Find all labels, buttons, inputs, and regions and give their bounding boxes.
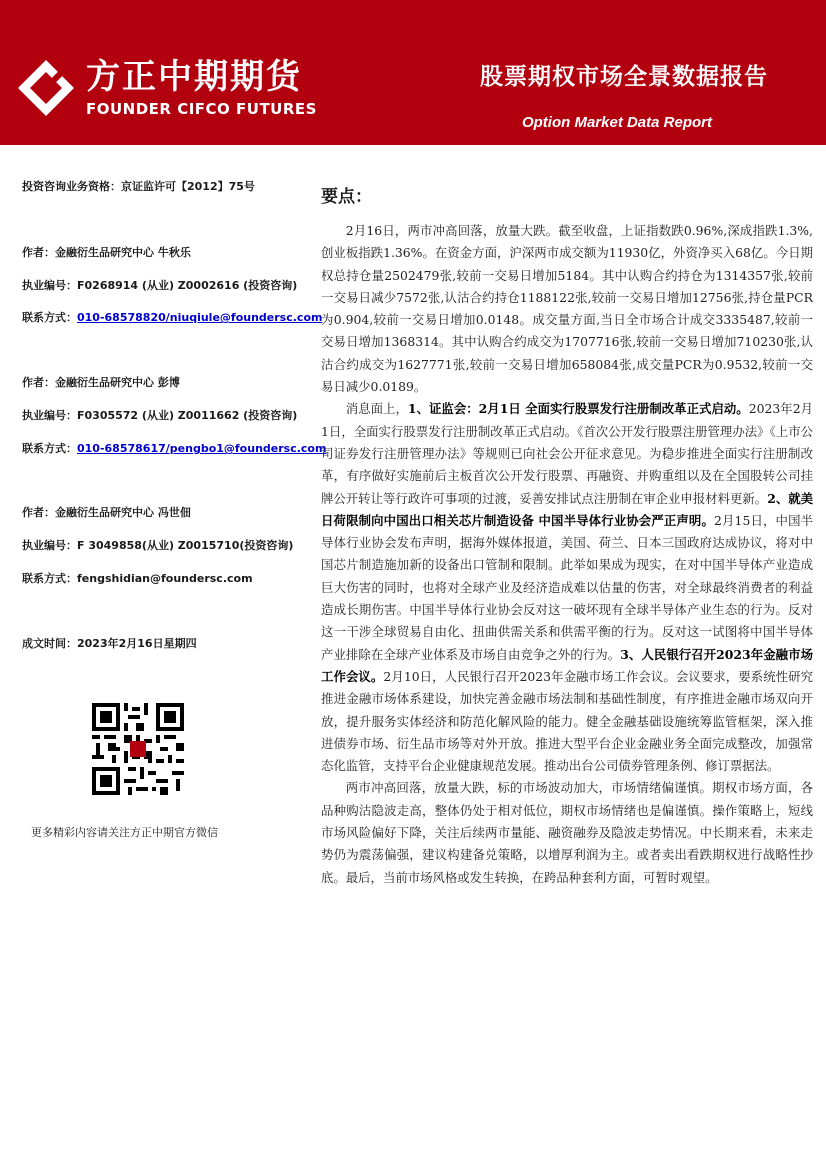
contact-email: fengshidian@foundersc.com: [77, 572, 253, 585]
contact-line: 联系方式：010-68578820/niuqiule@foundersc.com: [22, 311, 323, 324]
qr-code-icon: [92, 703, 184, 795]
contact-line: 联系方式：010-68578617/pengbo1@foundersc.com: [22, 442, 327, 455]
strategy-paragraph: 两市冲高回落，放量大跌，标的市场波动加大，市场情绪偏谨慎。期权市场方面，各品种购沽隐波走高，整体仍处于相对低位，期权市场情绪也是偏谨慎。操作策略上，短线市场风险偏好下降，关注后续两市量能、融资融券及隐波走势情况。中长期来看，未来走势仍为震荡偏强，建议构建备兑策略，以增厚利润为主。或者卖出看跌期权进行战略性抄底。最后，当前市场风格或发生转换，在跨品种套利方面，可暂时观望。: [321, 780, 813, 885]
report-header: [0, 0, 826, 145]
registration-line: 执业编号：F0268914 (从业) Z0002616 (投资咨询): [22, 279, 298, 292]
news-headline: 1、证监会：2月1日 全面实行股票发行注册制改革正式启动。: [407, 401, 749, 417]
author-line: 作者：金融衍生品研究中心 牛秋乐: [22, 246, 191, 259]
founder-logo-icon: [16, 58, 76, 118]
author-line: 作者：金融衍生品研究中心 彭博: [22, 376, 180, 389]
registration-line: 执业编号：F 3049858(从业) Z0015710(投资咨询): [22, 539, 294, 552]
market-summary-paragraph: 2月16日，两市冲高回落，放量大跌。截至收盘，上证指数跌0.96%,深成指跌1.3%,创业板指跌1.36%。在资金方面，沪深两市成交额为11930亿，外资净买入68亿。今日期权总持仓量2502479张,较前一交易日增加5184。其中认购合约持仓为1314357张,较前一交易日减少7572张,认沽合约持仓1188122张,较前一交易日增加12756张,持仓量PCR为0.904,较前一交易日增加0.0148。成交量方面,当日全市场合计成交3335487,较前一交易日增加1368314。其中认购合约成交为1707716张,较前一交易日增加710230张,认沽合约成交为1627771张,较前一交易日增加658084张,成交量PCR为0.9532,较前一交易日减少0.0189。: [321, 223, 813, 395]
news-headline: 2、就美日荷限制向中国出口相关芯片制造设备 中国半导体行业协会严正声明。: [321, 490, 814, 528]
report-date: 成文时间：2023年2月16日星期四: [22, 637, 197, 650]
report-subtitle: Option Market Data Report: [521, 114, 712, 131]
license-line: 投资咨询业务资格：京证监许可【2012】75号: [22, 180, 255, 193]
registration-line: 执业编号：F0305572 (从业) Z0011662 (投资咨询): [22, 409, 298, 422]
company-name-cn: 方正中期期货: [86, 57, 302, 97]
contact-link[interactable]: 010-68578820/niuqiule@foundersc.com: [77, 311, 323, 324]
report-title: 股票期权市场全景数据报告: [480, 64, 768, 90]
key-points-heading: 要点：: [321, 187, 372, 207]
news-headline: 3、人民银行召开2023年金融市场工作会议。: [321, 646, 814, 684]
contact-line: 联系方式：fengshidian@foundersc.com: [22, 572, 253, 585]
contact-link[interactable]: 010-68578617/pengbo1@foundersc.com: [77, 442, 327, 455]
qr-caption: 更多精彩内容请关注方正中期官方微信: [31, 826, 218, 839]
company-name-en: FOUNDER CIFCO FUTURES: [86, 100, 317, 118]
news-paragraph: 消息面上，1、证监会：2月1日 全面实行股票发行注册制改革正式启动。2023年2月1日，全面实行股票发行注册制改革正式启动。《首次公开发行股票注册管理办法》《上市公司证券发行注册管理办法》等规则已向社会公开征求意见。为稳步推进全面实行注册制改革，有序做好实施前后主板首次公开发行股票、再融资、并购重组以及在全国股转公司挂牌公开转让等行政许可事项的过渡，妥善安排试点注册制在审企业申报材料更新。2、就美日荷限制向中国出口相关芯片制造设备 中国半导体行业协会严正声明。2月15日，中国半导体行业协会发布声明，据海外媒体报道，美国、荷兰、日本三国政府达成协议，将对中国芯片制造施加新的设备出口管制和限制。此举如果成为现实，在对中国半导体产业造成巨大伤害的同时，也将对全球产业及经济造成难以估量的伤害，对全球最终消费者的利益造成长期伤害。中国半导体行业协会反对这一破坏现有全球半导体产业生态的行为。反对这一干涉全球贸易自由化、扭曲供需关系和供需平衡的行为。反对这一试图将中国半导体产业排除在全球产业体系及市场自由竞争之外的行为。3、人民银行召开2023年金融市场工作会议。2月10日，人民银行召开2023年金融市场工作会议。会议要求，要系统性研究推进金融市场体系建设，加快完善金融市场法制和基础性制度，有序推进金融市场双向开放，提升服务实体经济和防范化解风险的能力。健全金融基础设施统筹监管框架，深入推进债券市场、衍生品市场等对外开放。推进大型平台企业金融业务全面完成整改，加强常态化监管，支持平台企业健康规范发展。推动出台公司债券管理条例、修订票据法。: [321, 401, 814, 774]
report-body: [321, 220, 813, 889]
author-line: 作者：金融衍生品研究中心 冯世佃: [22, 506, 191, 519]
